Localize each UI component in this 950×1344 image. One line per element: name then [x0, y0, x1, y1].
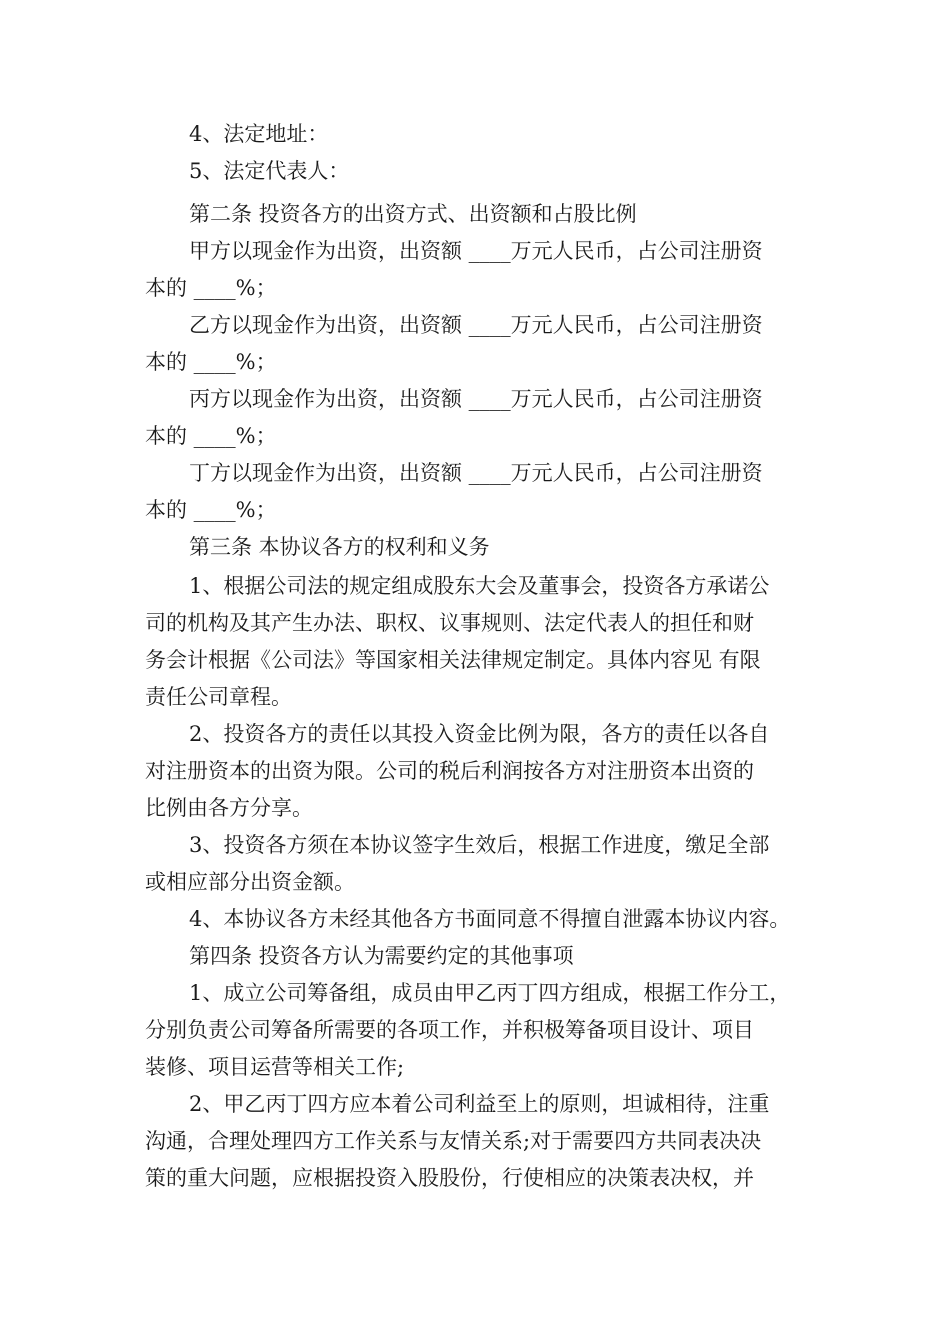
paragraph-line: 本的 ____%；: [145, 498, 277, 522]
paragraph-line: 丙方以现金作为出资，出资额 ____万元人民币，占公司注册资: [189, 387, 763, 411]
paragraph-line: 沟通，合理处理四方工作关系与友情关系;对于需要四方共同表决决: [145, 1129, 762, 1153]
clause-line: 5、法定代表人：: [189, 159, 350, 183]
section-heading: 第二条 投资各方的出资方式、出资额和占股比例: [189, 202, 637, 226]
paragraph-line: 或相应部分出资金额。: [145, 870, 355, 894]
paragraph-line: 1、根据公司法的规定组成股东大会及董事会，投资各方承诺公: [189, 574, 770, 598]
paragraph-line: 1、成立公司筹备组，成员由甲乙丙丁四方组成，根据工作分工，: [189, 981, 791, 1005]
paragraph-line: 司的机构及其产生办法、职权、议事规则、法定代表人的担任和财: [145, 611, 754, 635]
paragraph-line: 本的 ____%；: [145, 276, 277, 300]
paragraph-line: 乙方以现金作为出资，出资额 ____万元人民币，占公司注册资: [189, 313, 763, 337]
section-heading: 第四条 投资各方认为需要约定的其他事项: [189, 944, 574, 968]
paragraph-line: 策的重大问题，应根据投资入股股份，行使相应的决策表决权，并: [145, 1166, 754, 1190]
paragraph-line: 对注册资本的出资为限。公司的税后利润按各方对注册资本出资的: [145, 759, 754, 783]
paragraph-line: 丁方以现金作为出资，出资额 ____万元人民币，占公司注册资: [189, 461, 763, 485]
paragraph-line: 4、本协议各方未经其他各方书面同意不得擅自泄露本协议内容。: [189, 907, 791, 931]
paragraph-line: 本的 ____%；: [145, 424, 277, 448]
paragraph-line: 本的 ____%；: [145, 350, 277, 374]
paragraph-line: 甲方以现金作为出资，出资额 ____万元人民币，占公司注册资: [189, 239, 763, 263]
paragraph-line: 2、甲乙丙丁四方应本着公司利益至上的原则，坦诚相待，注重: [189, 1092, 770, 1116]
paragraph-line: 责任公司章程。: [145, 685, 292, 709]
paragraph-line: 装修、项目运营等相关工作;: [145, 1055, 405, 1079]
paragraph-line: 比例由各方分享。: [145, 796, 313, 820]
paragraph-line: 务会计根据《公司法》等国家相关法律规定制定。具体内容见 有限: [145, 648, 761, 672]
paragraph-line: 分别负责公司筹备所需要的各项工作，并积极筹备项目设计、项目: [145, 1018, 754, 1042]
section-heading: 第三条 本协议各方的权利和义务: [189, 535, 490, 559]
clause-line: 4、法定地址：: [189, 122, 329, 146]
paragraph-line: 3、投资各方须在本协议签字生效后，根据工作进度，缴足全部: [189, 833, 770, 857]
paragraph-line: 2、投资各方的责任以其投入资金比例为限，各方的责任以各自: [189, 722, 770, 746]
